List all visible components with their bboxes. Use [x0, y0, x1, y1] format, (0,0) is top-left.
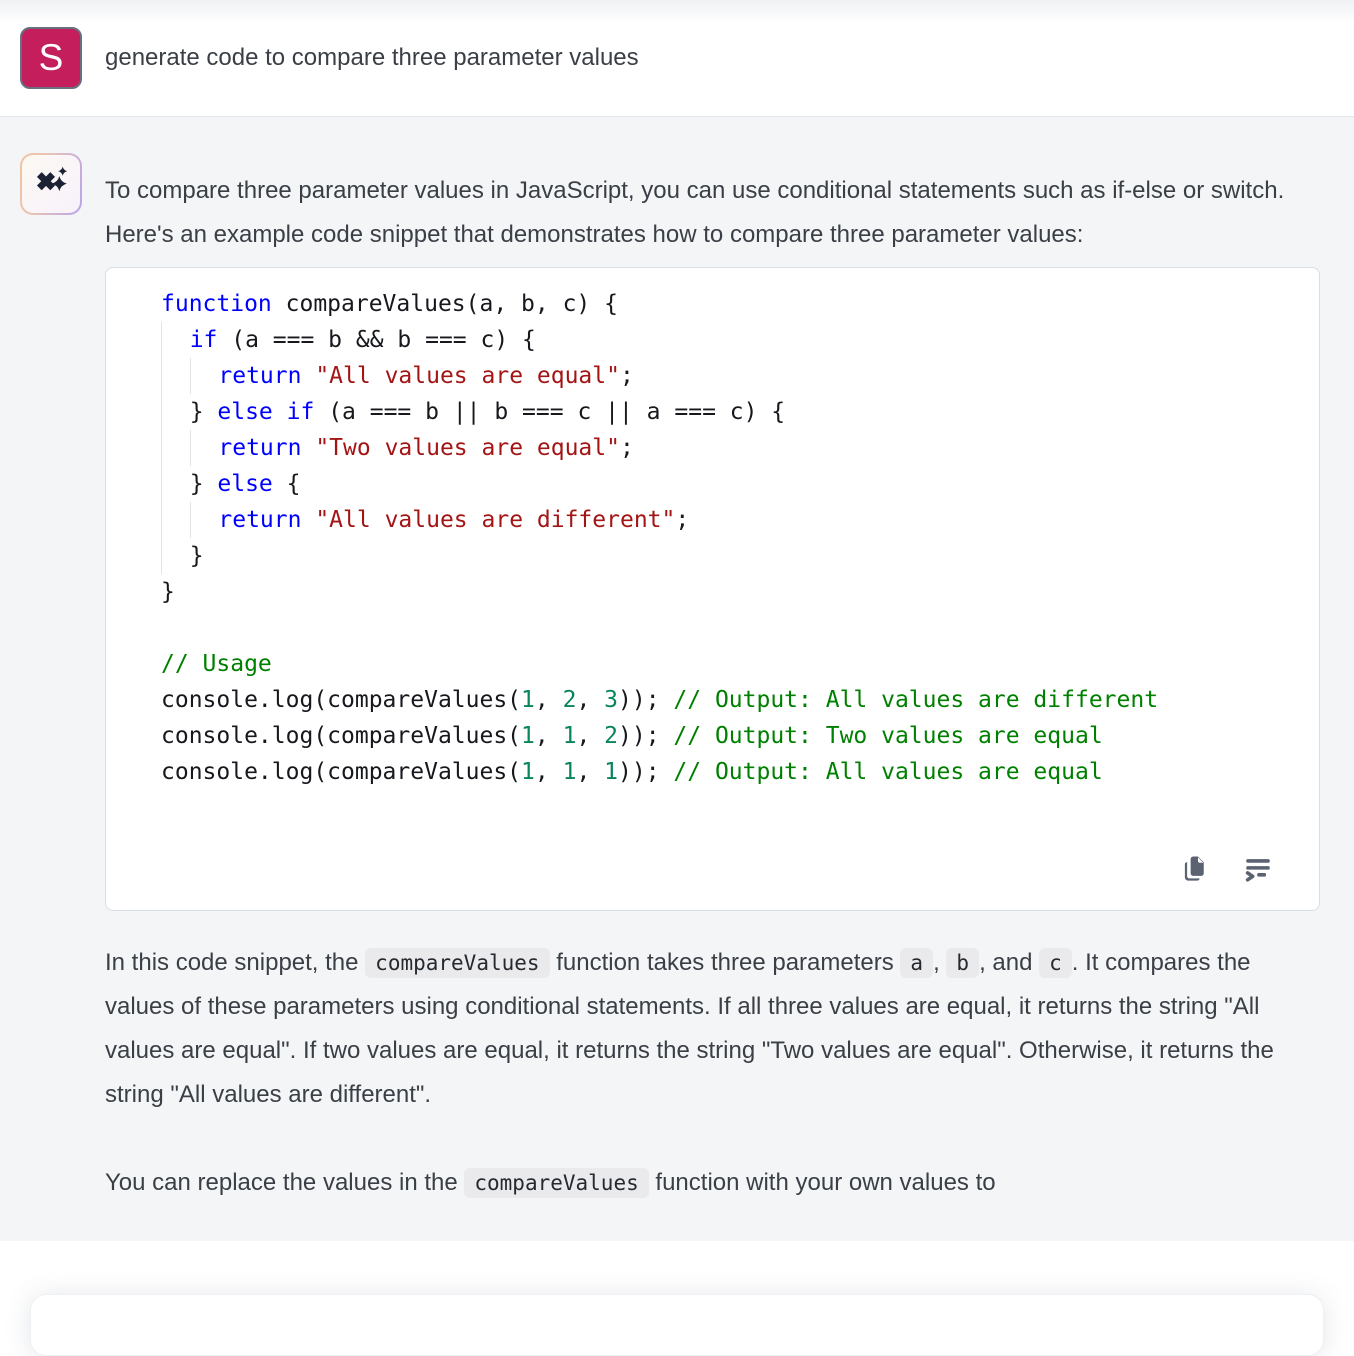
code-content [106, 286, 1299, 790]
intro-paragraph: To compare three parameter values in JavaScript, you can use conditional statements such as if-else or switch. Here's an example code snippet that demonstrates how to compare three parameter values: [105, 177, 1285, 248]
user-message-row [0, 0, 1354, 117]
assistant-response-section [0, 117, 1354, 1241]
code-line: return "All values are equal"; [106, 358, 1299, 394]
code-toolbar [106, 854, 1299, 886]
sparkle-logo-icon [31, 162, 71, 207]
indent-guide [161, 358, 190, 394]
indent-guide [161, 502, 190, 538]
inline-code: compareValues [464, 1168, 648, 1198]
wrap-lines-icon [1242, 853, 1274, 888]
inline-code: a [900, 948, 933, 978]
assistant-avatar [20, 153, 82, 215]
indent-guide [190, 502, 219, 538]
user-avatar [20, 27, 82, 89]
code-line [106, 610, 1299, 646]
code-line: } [106, 538, 1299, 574]
code-line: return "All values are different"; [106, 502, 1299, 538]
inline-code: b [946, 948, 979, 978]
code-line: return "Two values are equal"; [106, 430, 1299, 466]
inline-code: compareValues [365, 948, 549, 978]
code-line: console.log(compareValues(1, 1, 2)); // Output: Two values are equal [161, 723, 1103, 749]
indent-guide [190, 358, 219, 394]
indent-guide [161, 394, 190, 430]
indent-guide [161, 466, 190, 502]
copy-icon [1179, 854, 1209, 887]
code-line: } else if (a === b || b === c || a === c) { [106, 394, 1299, 430]
code-line: console.log(compareValues(1, 2, 3)); // Output: All values are different [161, 687, 1159, 713]
code-line: } [161, 579, 175, 605]
indent-guide [161, 538, 190, 574]
explanation-paragraph: In this code snippet, the compareValues function takes three parameters a , b , and c . It compares the values of these parameters using conditional statements. If all three values are equal, it returns the string "All values are equal". If two values are equal, it returns the string "Two values are equal". Otherwise, it returns the string "All values are different". [105, 949, 1274, 1108]
indent-guide [161, 322, 190, 358]
code-line: if (a === b && b === c) { [106, 322, 1299, 358]
copy-code-button[interactable] [1177, 853, 1211, 887]
code-block [105, 267, 1320, 911]
bottom-area [0, 1241, 1354, 1312]
wrap-lines-button[interactable] [1241, 853, 1275, 887]
inline-code: c [1039, 948, 1072, 978]
code-line: function compareValues(a, b, c) { [161, 291, 618, 317]
indent-guide [190, 430, 219, 466]
followup-paragraph: You can replace the values in the compareValues function with your own values to [105, 1169, 996, 1196]
indent-guide [161, 430, 190, 466]
code-line: } else { [106, 466, 1299, 502]
user-message-text: generate code to compare three parameter values [105, 44, 639, 71]
assistant-message-content [105, 153, 1320, 1205]
user-avatar-initial: S [38, 37, 64, 78]
code-line: console.log(compareValues(1, 1, 1)); // Output: All values are equal [161, 759, 1103, 785]
code-line: // Usage [161, 651, 272, 677]
message-input-box[interactable] [30, 1294, 1324, 1356]
